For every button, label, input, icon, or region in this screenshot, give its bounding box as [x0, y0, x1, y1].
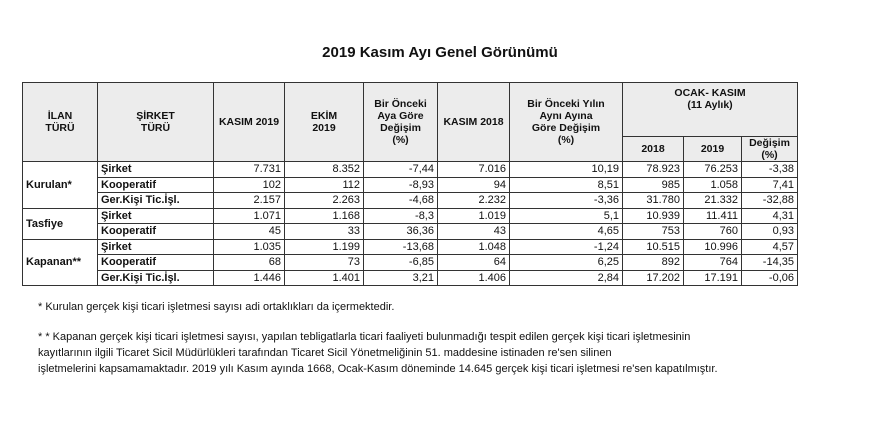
footnotes [38, 299, 868, 377]
value-cell: 6,25 [510, 255, 623, 271]
header-kasim-2018: KASIM 2018 [438, 83, 510, 162]
sirket-turu-cell: Kooperatif [98, 255, 214, 271]
value-cell: -1,24 [510, 239, 623, 255]
table-row [23, 208, 798, 224]
header-ocak-kasim: OCAK- KASIM (11 Aylık) [623, 83, 798, 137]
value-cell: 1.071 [214, 208, 285, 224]
value-cell: 1.406 [438, 270, 510, 286]
value-cell: 10.996 [684, 239, 742, 255]
footnote-2-line-1: * * Kapanan gerçek kişi ticari işletmesi sayısı, yapılan tebligatlarla ticari faaliyeti bulunmadığı tespit edilen gerçek kişi ticari işletmesinin [38, 331, 691, 343]
value-cell: 1.168 [285, 208, 364, 224]
ilan-turu-cell: Kapanan** [23, 239, 98, 286]
header-ekim-2019: EKİM 2019 [285, 83, 364, 162]
value-cell: 78.923 [623, 162, 684, 178]
value-cell: 7.731 [214, 162, 285, 178]
header-sirket-turu: ŞİRKET TÜRÜ [98, 83, 214, 162]
table-row [23, 239, 798, 255]
sirket-turu-cell: Ger.Kişi Tic.İşl. [98, 193, 214, 209]
value-cell: -13,68 [364, 239, 438, 255]
footnote-2-line-2: kayıtlarının ilgili Ticaret Sicil Müdürlükleri tarafından Ticaret Sicil Yönetmeliğinin 51. maddesine istinaden re'sen silinen [38, 347, 612, 359]
header-aya-gore-degisim: Bir Önceki Aya Göre Değişim (%) [364, 83, 438, 162]
value-cell: 0,93 [742, 224, 798, 240]
value-cell: 2,84 [510, 270, 623, 286]
value-cell: 8.352 [285, 162, 364, 178]
table-body [23, 162, 798, 286]
table-row [23, 177, 798, 193]
value-cell: 112 [285, 177, 364, 193]
sirket-turu-cell: Kooperatif [98, 224, 214, 240]
value-cell: 7.016 [438, 162, 510, 178]
value-cell: 985 [623, 177, 684, 193]
header-2018: 2018 [623, 137, 684, 162]
value-cell: 43 [438, 224, 510, 240]
value-cell: 4,31 [742, 208, 798, 224]
table-row [23, 193, 798, 209]
header-kasim-2019: KASIM 2019 [214, 83, 285, 162]
value-cell: 753 [623, 224, 684, 240]
value-cell: -3,38 [742, 162, 798, 178]
value-cell: 17.202 [623, 270, 684, 286]
value-cell: 4,65 [510, 224, 623, 240]
value-cell: -3,36 [510, 193, 623, 209]
value-cell: 1.401 [285, 270, 364, 286]
value-cell: -7,44 [364, 162, 438, 178]
sirket-turu-cell: Şirket [98, 239, 214, 255]
value-cell: 10,19 [510, 162, 623, 178]
value-cell: 2.232 [438, 193, 510, 209]
header-yilin-ayina-degisim: Bir Önceki Yılın Aynı Ayına Göre Değişim (%) [510, 83, 623, 162]
value-cell: 94 [438, 177, 510, 193]
table-row [23, 270, 798, 286]
value-cell: 68 [214, 255, 285, 271]
value-cell: 1.446 [214, 270, 285, 286]
value-cell: 4,57 [742, 239, 798, 255]
value-cell: 8,51 [510, 177, 623, 193]
sirket-turu-cell: Kooperatif [98, 177, 214, 193]
value-cell: 1.058 [684, 177, 742, 193]
value-cell: 2.157 [214, 193, 285, 209]
value-cell: 21.332 [684, 193, 742, 209]
sirket-turu-cell: Şirket [98, 162, 214, 178]
value-cell: 892 [623, 255, 684, 271]
ilan-turu-cell: Tasfiye [23, 208, 98, 239]
value-cell: 76.253 [684, 162, 742, 178]
value-cell: 764 [684, 255, 742, 271]
ilan-turu-cell: Kurulan* [23, 162, 98, 209]
footnote-1: * Kurulan gerçek kişi ticari işletmesi sayısı adi ortaklıkları da içermektedir. [38, 301, 395, 313]
value-cell: 1.199 [285, 239, 364, 255]
value-cell: 11.411 [684, 208, 742, 224]
value-cell: -14,35 [742, 255, 798, 271]
value-cell: 102 [214, 177, 285, 193]
sirket-turu-cell: Ger.Kişi Tic.İşl. [98, 270, 214, 286]
value-cell: 10.515 [623, 239, 684, 255]
table-row [23, 255, 798, 271]
value-cell: 760 [684, 224, 742, 240]
header-ilan-turu: İLAN TÜRÜ [23, 83, 98, 162]
value-cell: -6,85 [364, 255, 438, 271]
value-cell: 3,21 [364, 270, 438, 286]
sirket-turu-cell: Şirket [98, 208, 214, 224]
value-cell: 5,1 [510, 208, 623, 224]
value-cell: -8,3 [364, 208, 438, 224]
value-cell: -4,68 [364, 193, 438, 209]
header-2019: 2019 [684, 137, 742, 162]
page-title: 2019 Kasım Ayı Genel Görünümü [322, 44, 558, 61]
value-cell: 1.019 [438, 208, 510, 224]
value-cell: 45 [214, 224, 285, 240]
value-cell: 2.263 [285, 193, 364, 209]
table-row [23, 162, 798, 178]
value-cell: 73 [285, 255, 364, 271]
value-cell: 64 [438, 255, 510, 271]
statistics-table [22, 82, 798, 286]
value-cell: 33 [285, 224, 364, 240]
value-cell: -8,93 [364, 177, 438, 193]
value-cell: 31.780 [623, 193, 684, 209]
footnote-2-line-3: işletmelerini kapsamamaktadır. 2019 yılı Kasım ayında 1668, Ocak-Kasım döneminde 14.645 gerçek kişi ticari işletmesi re'sen kapatılmıştır. [38, 363, 718, 375]
value-cell: 36,36 [364, 224, 438, 240]
value-cell: 7,41 [742, 177, 798, 193]
value-cell: 1.048 [438, 239, 510, 255]
value-cell: 17.191 [684, 270, 742, 286]
value-cell: -32,88 [742, 193, 798, 209]
header-degisim: Değişim (%) [742, 137, 798, 162]
value-cell: 1.035 [214, 239, 285, 255]
value-cell: -0,06 [742, 270, 798, 286]
value-cell: 10.939 [623, 208, 684, 224]
table-row [23, 224, 798, 240]
